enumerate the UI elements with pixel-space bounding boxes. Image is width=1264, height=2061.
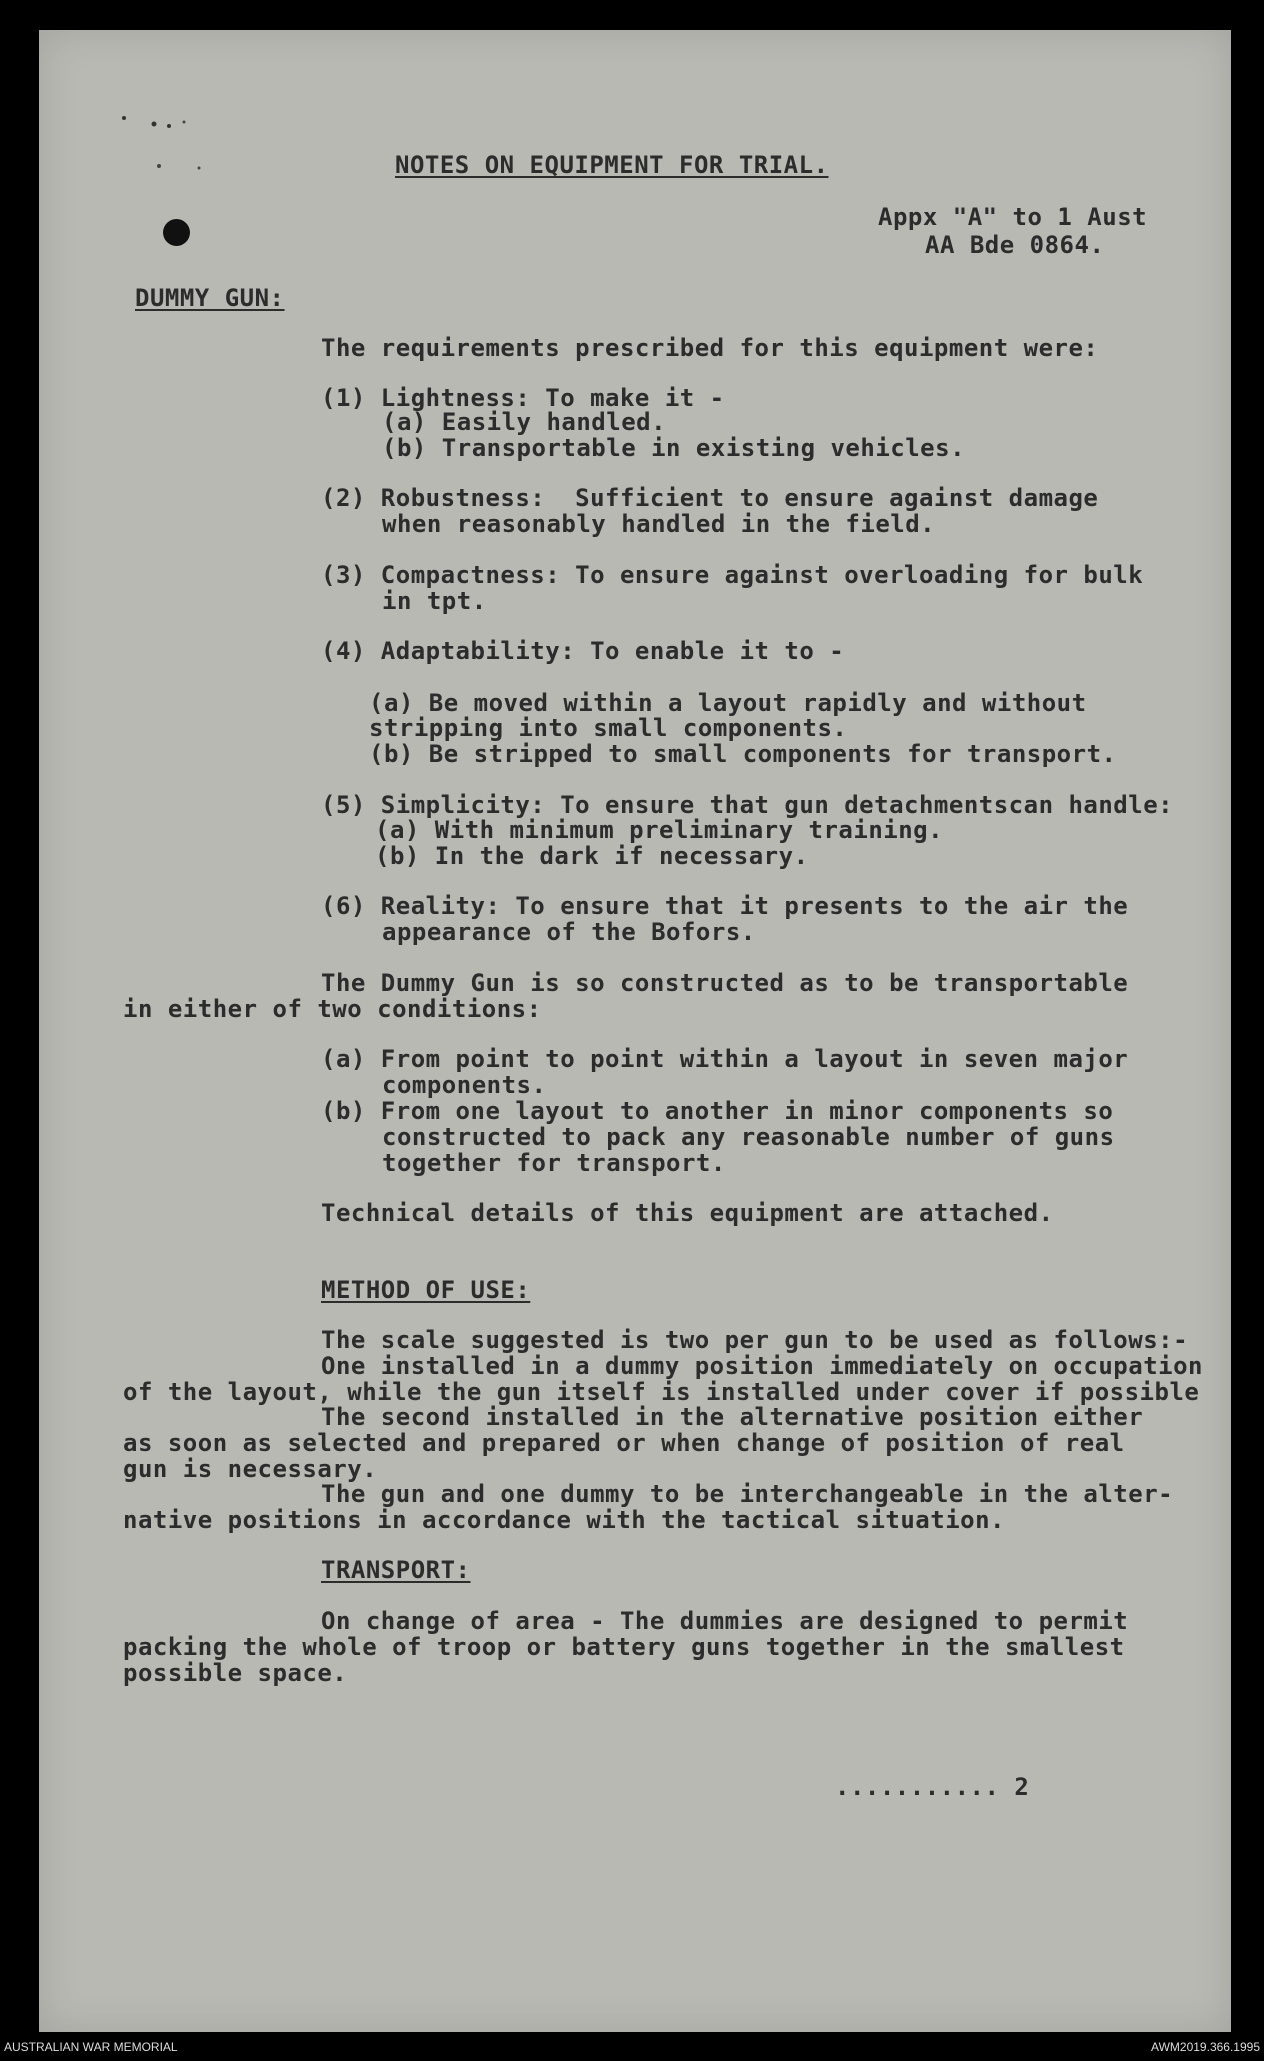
method-line-6: gun is necessary. [123,1455,378,1483]
condition-b-cont-1: constructed to pack any reasonable number of guns [382,1123,1115,1151]
method-line-1: The scale suggested is two per gun to be used as follows:- [321,1326,1189,1354]
section-heading-method: METHOD OF USE: [321,1276,531,1304]
document-title: NOTES ON EQUIPMENT FOR TRIAL. [395,151,829,179]
req-1a: (a) Easily handled. [382,408,667,436]
document-page [39,30,1231,2032]
technical-details-line: Technical details of this equipment are attached. [321,1199,1054,1227]
req-4b: (b) Be stripped to small components for transport. [369,740,1117,768]
method-line-7: The gun and one dummy to be interchangeable in the alter- [321,1480,1174,1508]
req-4a: (a) Be moved within a layout rapidly and without [369,689,1087,717]
req-4: (4) Adaptability: To enable it to - [321,637,845,665]
paper-specks [114,110,224,180]
section-heading-transport: TRANSPORT: [321,1556,471,1584]
page-continuation: ........... 2 [835,1773,1030,1801]
req-6-cont: appearance of the Bofors. [382,918,756,946]
condition-b: (b) From one layout to another in minor components so [321,1097,1114,1125]
transport-line-2: packing the whole of troop or battery guns together in the smallest [123,1633,1125,1661]
req-5b: (b) In the dark if necessary. [375,842,809,870]
method-line-8: native positions in accordance with the tactical situation. [123,1506,1006,1534]
reference-line-1: Appx "A" to 1 Aust [878,203,1148,231]
condition-b-cont-2: together for transport. [382,1149,726,1177]
req-6: (6) Reality: To ensure that it presents to the air the [321,892,1129,920]
intro-line: The requirements prescribed for this equipment were: [321,334,1099,362]
conditions-line-2: in either of two conditions: [123,995,542,1023]
req-1b: (b) Transportable in existing vehicles. [382,434,966,462]
req-1: (1) Lightness: To make it - [321,384,725,412]
req-3: (3) Compactness: To ensure against overloading for bulk [321,561,1144,589]
method-line-4: The second installed in the alternative position either [321,1403,1144,1431]
req-5a: (a) With minimum preliminary training. [375,816,944,844]
req-2-cont: when reasonably handled in the field. [382,510,936,538]
section-heading-dummy-gun: DUMMY GUN: [135,284,285,312]
reference-line-2: AA Bde 0864. [925,231,1105,259]
footer-institution: AUSTRALIAN WAR MEMORIAL [4,2040,178,2054]
method-line-5: as soon as selected and prepared or when change of position of real [123,1429,1125,1457]
req-4a-cont: stripping into small components. [369,714,848,742]
req-5: (5) Simplicity: To ensure that gun detachmentscan handle: [321,791,1174,819]
method-line-3: of the layout, while the gun itself is installed under cover if possible [123,1378,1200,1406]
transport-line-1: On change of area - The dummies are designed to permit [321,1607,1129,1635]
req-3-cont: in tpt. [382,587,487,615]
transport-line-3: possible space. [123,1659,348,1687]
footer-accession-number: AWM2019.366.1995 [1151,2040,1260,2054]
method-line-2: One installed in a dummy position immediately on occupation [321,1352,1204,1380]
condition-a-cont: components. [382,1071,547,1099]
condition-a: (a) From point to point within a layout in seven major [321,1045,1129,1073]
req-2: (2) Robustness: Sufficient to ensure against damage [321,484,1099,512]
punch-hole [163,219,190,246]
conditions-line-1: The Dummy Gun is so constructed as to be transportable [321,969,1129,997]
